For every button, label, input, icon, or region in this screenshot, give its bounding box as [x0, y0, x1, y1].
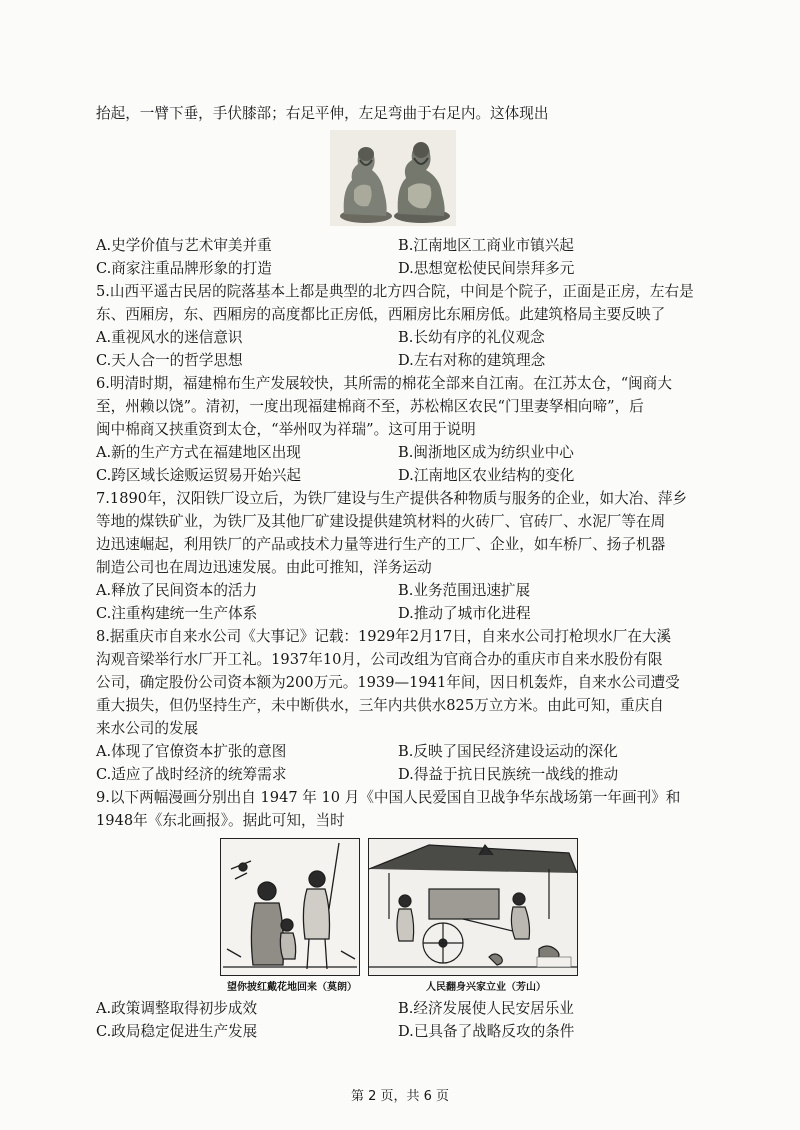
cartoon-right: [368, 838, 578, 976]
q6-option-b: B.闽浙地区成为纺织业中心: [398, 444, 574, 461]
q4-option-a: A.史学价值与艺术审美并重: [96, 237, 272, 254]
q7-stem-line-1: 7.1890年，汉阳铁厂设立后，为铁厂建设与生产提供各种物质与服务的企业，如大冶、萍乡: [96, 490, 688, 507]
figurine-image: [330, 130, 456, 226]
q8-option-b: B.反映了国民经济建设运动的深化: [398, 743, 618, 760]
q8-stem-line-2: 沟观音梁举行水厂开工礼。1937年10月，公司改组为官商合办的重庆市自来水股份有限: [96, 651, 663, 668]
q5-option-d: D.左右对称的建筑理念: [398, 352, 546, 369]
q9-option-c: C.政局稳定促进生产发展: [96, 1023, 258, 1040]
q4-option-c: C.商家注重品牌形象的打造: [96, 260, 272, 277]
cartoon-right-image: [369, 839, 577, 975]
q4-option-b: B.江南地区工商业市镇兴起: [398, 237, 574, 254]
q9-stem-line-2: 1948年《东北画报》。据此可知，当时: [96, 812, 345, 829]
cartoon-left: [220, 838, 360, 976]
figurine-photo: [330, 130, 456, 226]
q8-stem-line-4: 重大损失，但仍坚持生产，未中断供水，三年内共供水825万立方米。由此可知，重庆自: [96, 697, 664, 714]
cartoon-left-caption: 望你披红戴花地回来（莫朗）: [227, 982, 357, 993]
q7-stem-line-4: 制造公司也在周边迅速发展。由此可推知，洋务运动: [96, 559, 432, 576]
q9-option-d: D.已具备了战略反攻的条件: [398, 1023, 575, 1040]
q9-stem-line-1: 9.以下两幅漫画分别出自 1947 年 10 月《中国人民爱国自卫战争华东战场第一年画刊》和: [96, 789, 681, 806]
q7-stem-line-2: 等地的煤铁矿业，为铁厂及其他厂矿建设提供建筑材料的火砖厂、官砖厂、水泥厂等在周: [96, 513, 666, 530]
q7-option-c: C.注重构建统一生产体系: [96, 605, 258, 622]
q5-stem-line-1: 5.山西平遥古民居的院落基本上都是典型的北方四合院，中间是个院子，正面是正房，左右是: [96, 283, 694, 300]
q5-option-a: A.重视风水的迷信意识: [96, 329, 243, 346]
q4-option-d: D.思想宽松使民间崇拜多元: [398, 260, 575, 277]
q8-stem-line-5: 来水公司的发展: [96, 720, 199, 737]
q4-stem-tail: 抬起，一臂下垂，手伏膝部；右足平伸，左足弯曲于右足内。这体现出: [96, 105, 549, 122]
q9-option-a: A.政策调整取得初步成效: [96, 1000, 258, 1017]
q6-option-a: A.新的生产方式在福建地区出现: [96, 444, 301, 461]
q6-option-d: D.江南地区农业结构的变化: [398, 467, 575, 484]
q6-stem-line-1: 6.明清时期，福建棉布生产发展较快，其所需的棉花全部来自江南。在江苏太仓，“闽商大: [96, 375, 672, 392]
q8-option-d: D.得益于抗日民族统一战线的推动: [398, 766, 619, 783]
q8-stem-line-1: 8.据重庆市自来水公司《大事记》记载：1929年2月17日，自来水公司打枪坝水厂在大溪: [96, 628, 672, 645]
q7-option-d: D.推动了城市化进程: [398, 605, 531, 622]
q8-stem-line-3: 公司，确定股份公司资本额为200万元。1939—1941年间，因日机轰炸，自来水公司遭受: [96, 674, 680, 691]
q8-option-a: A.体现了官僚资本扩张的意图: [96, 743, 287, 760]
q6-stem-line-2: 至，州赖以饶”。清初，一度出现福建棉商不至，苏松棉区农民“门里妻孥相向啼”，后: [96, 398, 644, 415]
q7-stem-line-3: 边迅速崛起，利用铁厂的产品或技术力量等进行生产的工厂、企业，如车桥厂、扬子机器: [96, 536, 666, 553]
q7-option-b: B.业务范围迅速扩展: [398, 582, 531, 599]
q5-option-b: B.长幼有序的礼仪观念: [398, 329, 545, 346]
q8-option-c: C.适应了战时经济的统筹需求: [96, 766, 287, 783]
q5-stem-line-2: 东、西厢房，东、西厢房的高度都比正房低，西厢房比东厢房低。此建筑格局主要反映了: [96, 306, 666, 323]
cartoon-right-caption: 人民翻身兴家立业（芳山）: [426, 982, 546, 993]
cartoon-left-image: [221, 839, 359, 975]
q6-stem-line-3: 闽中棉商又挟重资到太仓，“举州叹为祥瑞”。这可用于说明: [96, 421, 476, 438]
q5-option-c: C.天人合一的哲学思想: [96, 352, 243, 369]
q9-option-b: B.经济发展使人民安居乐业: [398, 1000, 574, 1017]
q6-option-c: C.跨区域长途贩运贸易开始兴起: [96, 467, 302, 484]
q7-option-a: A.释放了民间资本的活力: [96, 582, 258, 599]
page-number-footer: 第 2 页，共 6 页: [350, 1089, 450, 1104]
